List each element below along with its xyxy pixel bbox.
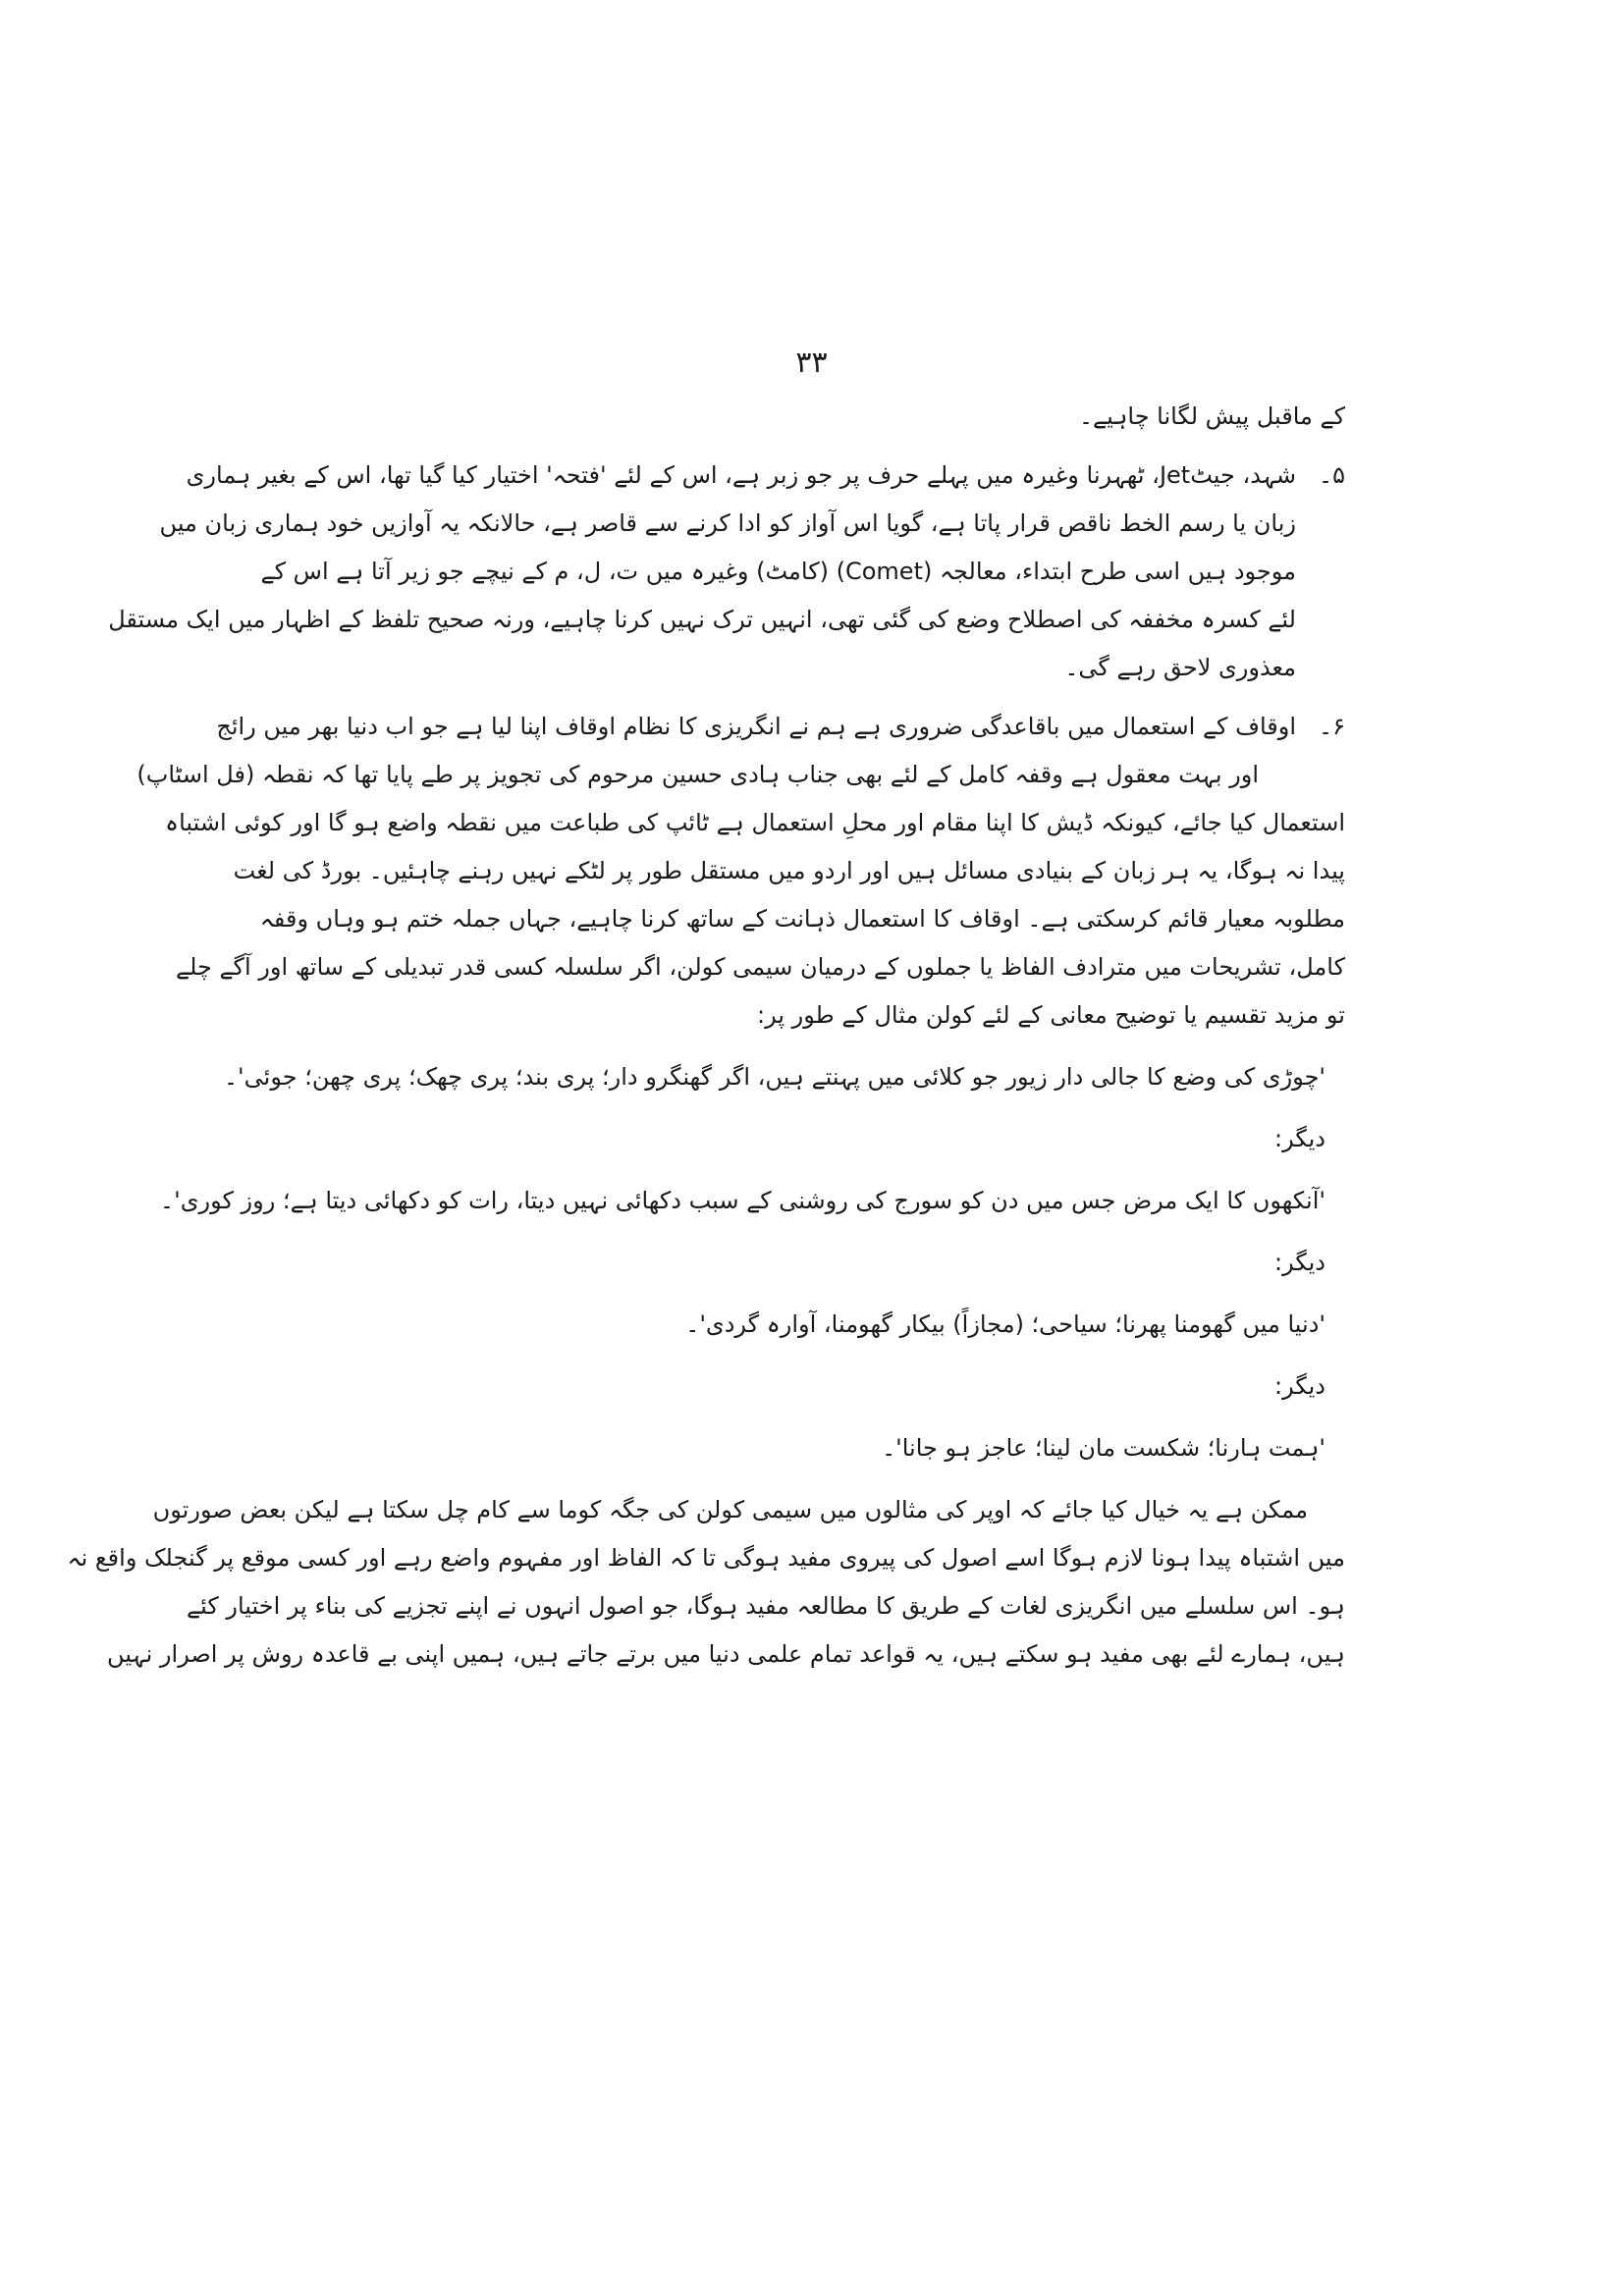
item-6-line: اوقاف کے استعمال میں باقاعدگی ضروری ہے ہم نے انگریزی کا نظام اوقاف اپنا لیا ہے جو اب دنیا بھر میں رائج: [216, 713, 1296, 740]
closing-line: ہو۔ اس سلسلے میں انگریزی لغات کے طریق کا مطالعہ مفید ہوگا، جو اصول انہوں نے اپنے تجزیے کی بناء پر اختیار کئے: [187, 1592, 1345, 1620]
item-5-line: زبان یا رسم الخط ناقص قرار پاتا ہے، گویا اس آواز کو ادا کرنے سے قاصر ہے، حالانکہ یہ آوازیں خود ہماری زبان میں: [159, 509, 1296, 537]
example-label: دیگر:: [1274, 1249, 1325, 1276]
item-6-line: پیدا نہ ہوگا، یہ ہر زبان کے بنیادی مسائل ہیں اور اردو میں مستقل طور پر لٹکے نہیں رہنے چاہئیں۔ بورڈ کی لغت: [233, 857, 1345, 884]
closing-line: ہیں، ہمارے لئے بھی مفید ہو سکتے ہیں، یہ قواعد تمام علمی دنیا میں برتے جاتے ہیں، ہمیں اپنی بے قاعدہ روش پر اصرار نہیں: [107, 1640, 1345, 1668]
closing-paragraph: [67, 1486, 1345, 1679]
examples: [160, 1053, 1345, 1472]
item-5-line: شہد، جیٹJet، ٹھہرنا وغیرہ میں پہلے حرف پر جو زبر ہے، اس کے لئے 'فتحہ' اختیار کیا گیا تھا، اس کے بغیر ہماری: [186, 461, 1296, 489]
example-definition: 'ہمت ہارنا؛ شکست مان لینا؛ عاجز ہو جانا'۔: [882, 1434, 1325, 1462]
intro-line: کے ماقبل پیش لگانا چاہیے۔: [1078, 402, 1345, 430]
page-number: ۳۳: [795, 346, 828, 380]
item-6-line: اور بہت معقول ہے وقفہ کامل کے لئے بھی جناب ہادی حسین مرحوم کی تجویز پر طے پایا تھا کہ نقطہ (فل اسٹاپ): [136, 761, 1259, 788]
item-6-line: مطلوبہ معیار قائم کرسکتی ہے۔ اوقاف کا استعمال ذہانت کے ساتھ کرنا چاہیے، جہاں جملہ ختم ہو وہاں وقفہ: [259, 905, 1345, 933]
item-number: ۵۔: [1319, 461, 1345, 489]
example-label: دیگر:: [1274, 1372, 1325, 1400]
example-definition: 'آنکھوں کا ایک مرض جس میں دن کو سورج کی روشنی کے سبب دکھائی نہیں دیتا، رات کو دکھائی دیتا ہے؛ روز کوری'۔: [160, 1187, 1325, 1214]
item-5: [108, 452, 1345, 692]
item-6-line: کامل، تشریحات میں مترادف الفاظ یا جملوں کے درمیان سیمی کولن، اگر سلسلہ کسی قدر تبدیلی کے ساتھ اور آگے چلے: [176, 953, 1345, 981]
item-6-line: استعمال کیا جائے، کیونکہ ڈیش کا اپنا مقام اور محلِ استعمال ہے ٹائپ کی طباعت میں نقطہ واضع ہو گا اور کوئی اشتباہ: [165, 809, 1345, 836]
item-number: ۶۔: [1319, 713, 1345, 740]
item-6-line: تو مزید تقسیم یا توضیح معانی کے لئے کولن مثال کے طور پر:: [756, 1001, 1345, 1029]
item-5-line: معذوری لاحق رہے گی۔: [1064, 654, 1296, 681]
item-6: [136, 703, 1345, 1040]
example-definition: 'چوڑی کی وضع کا جالی دار زیور جو کلائی میں پہنتے ہیں، اگر گھنگرو دار؛ پری بند؛ پری چھک؛ پری چھن؛ جوئی'۔: [223, 1063, 1325, 1091]
item-5-line: موجود ہیں اسی طرح ابتداء، معالجہ (Comet) (کامٹ) وغیرہ میں ت، ل، م کے نیچے جو زیر آتا ہے اس کے: [260, 558, 1296, 585]
closing-line: میں اشتباہ پیدا ہونا لازم ہوگا اسے اصول کی پیروی مفید ہوگی تا کہ الفاظ اور مفہوم واضع رہے اور کسی موقع پر گنجلک واقع نہ: [67, 1544, 1345, 1572]
page-body: [67, 393, 1345, 1679]
closing-line: ممکن ہے یہ خیال کیا جائے کہ اوپر کی مثالوں میں سیمی کولن کی جگہ کوما سے کام چل سکتا ہے لیکن بعض صورتوں: [152, 1496, 1308, 1523]
example-definition: 'دنیا میں گھومنا پھرنا؛ سیاحی؛ (مجازاً) بیکار گھومنا، آوارہ گردی'۔: [685, 1310, 1325, 1338]
example-label: دیگر:: [1274, 1125, 1325, 1152]
item-5-line: لئے کسرہ مخففہ کی اصطلاح وضع کی گئی تھی، انہیں ترک نہیں کرنا چاہیے، ورنہ صحیح تلفظ کے اظہار میں ایک مستقل: [108, 606, 1296, 633]
